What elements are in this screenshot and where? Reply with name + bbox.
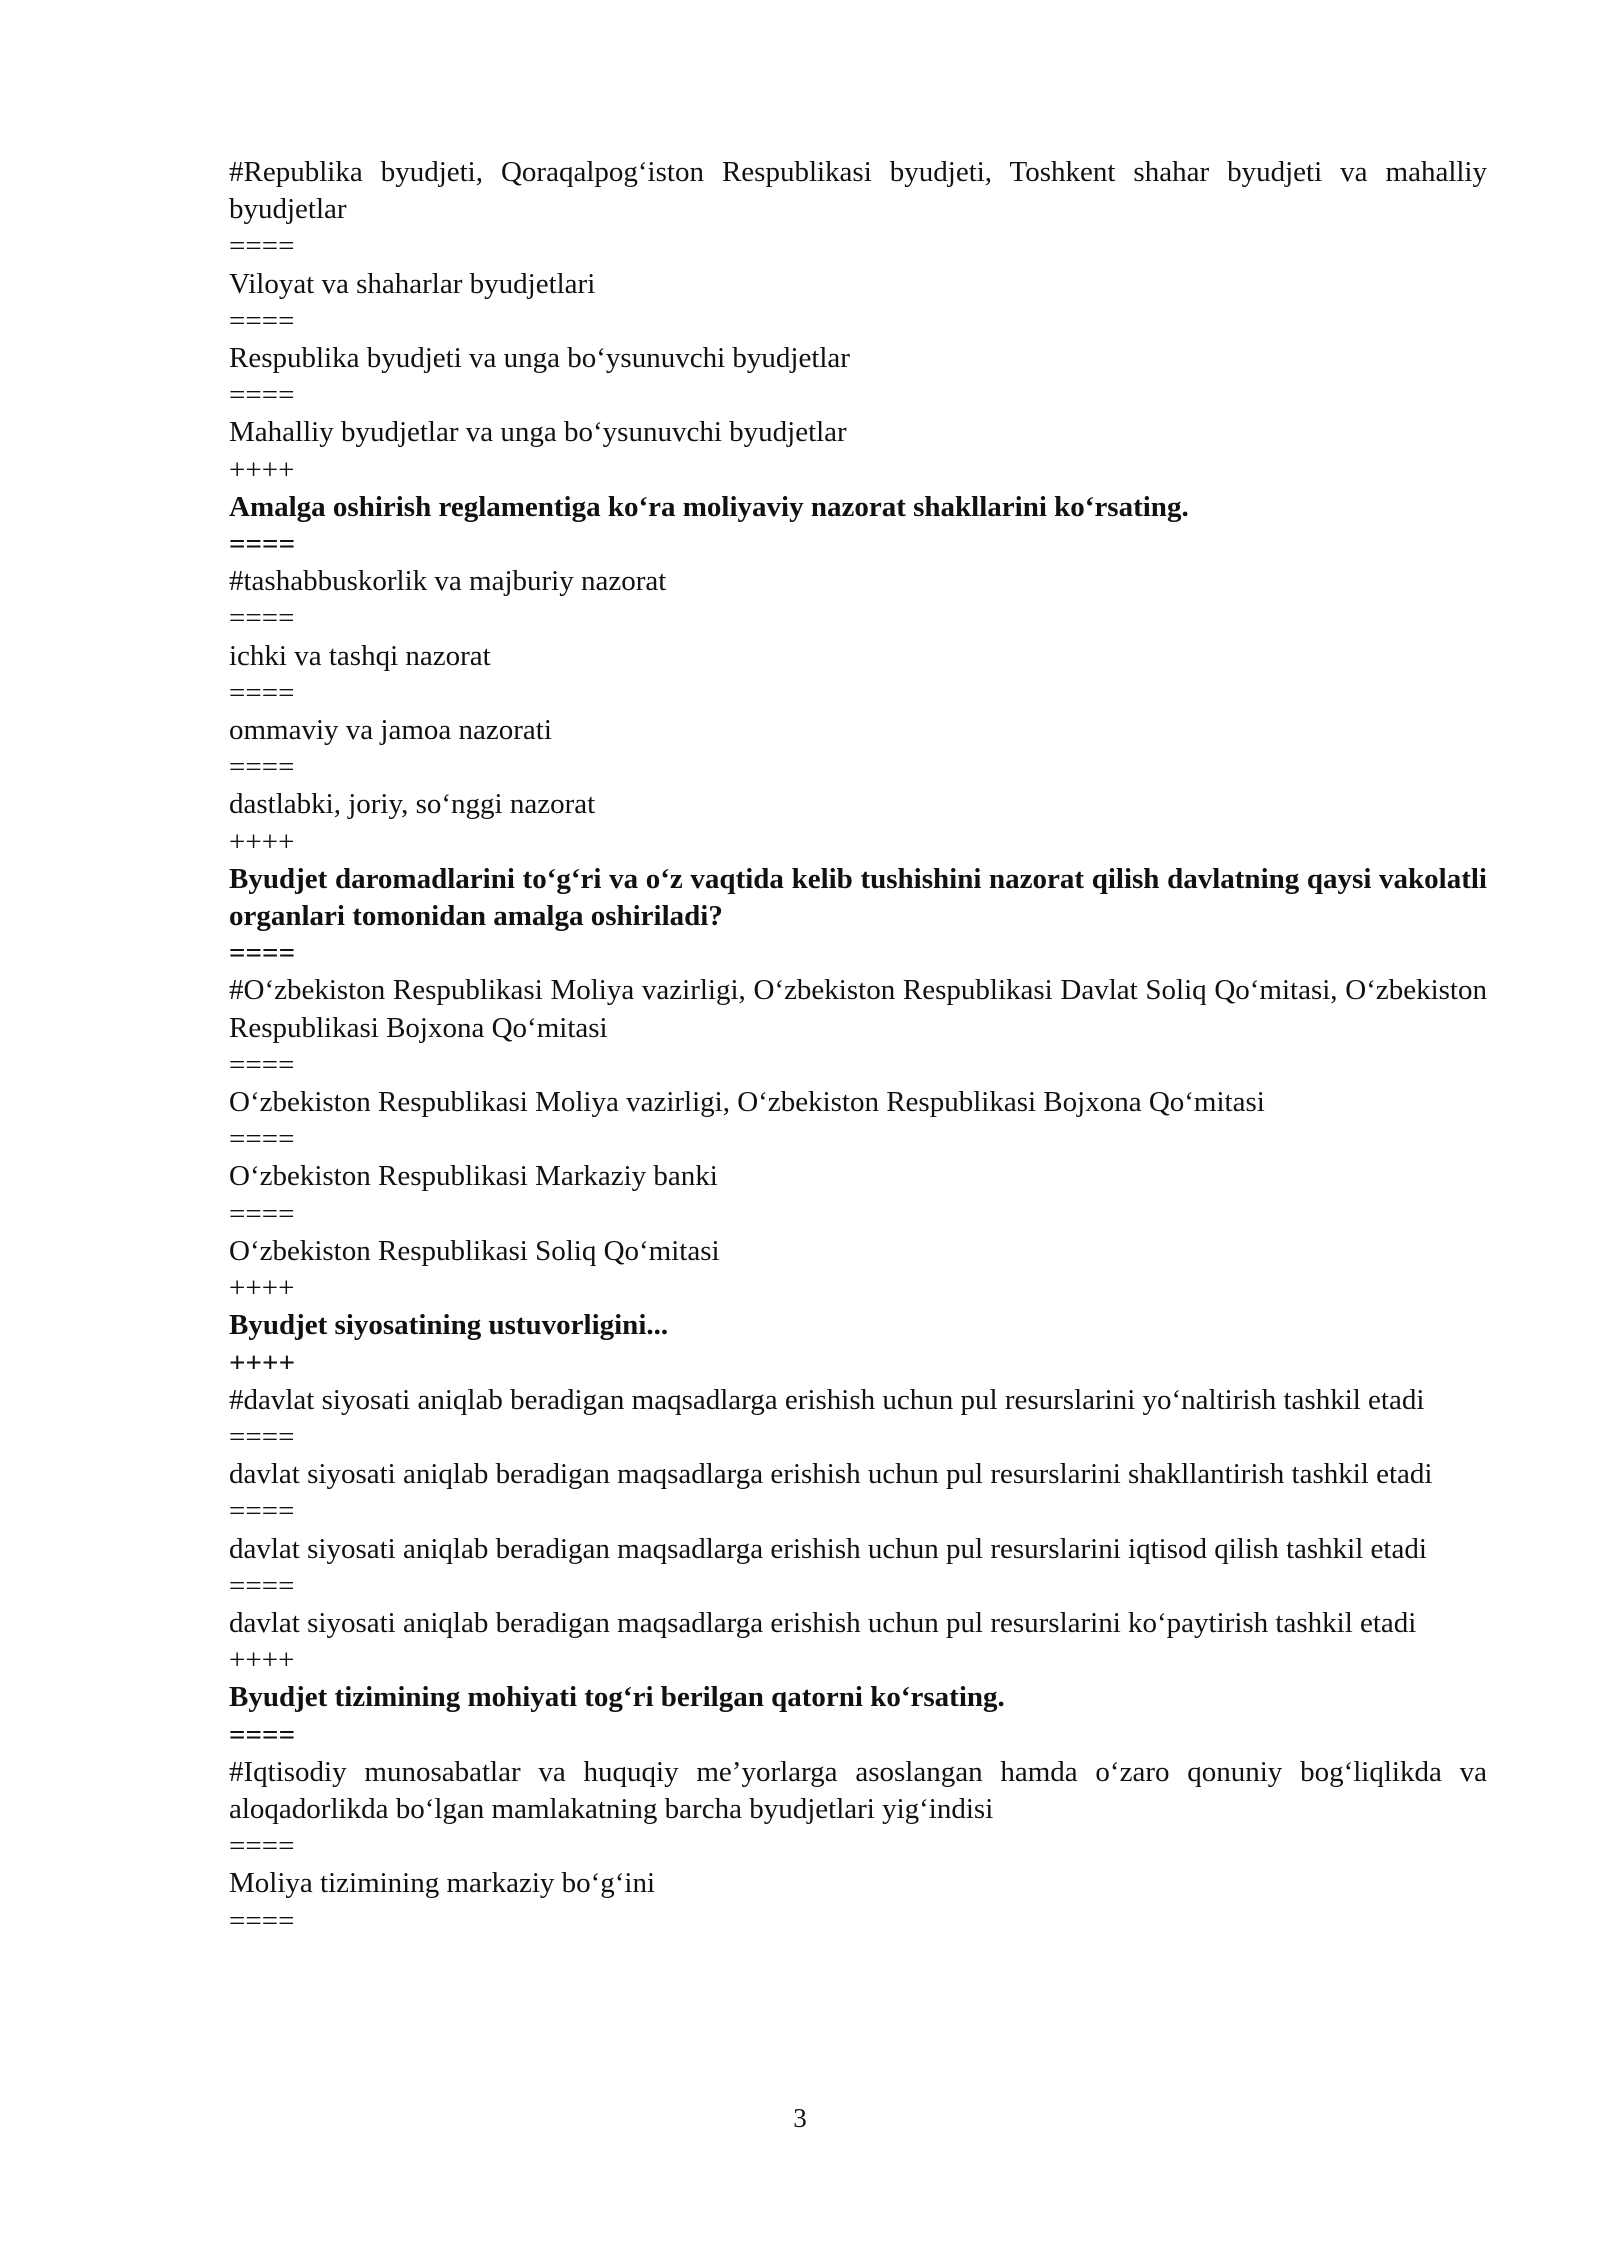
answer-correct: #tashabbuskorlik va majburiy nazorat — [229, 565, 667, 598]
answer-option: Moliya tizimining markaziy bo‘g‘ini — [229, 1867, 656, 1900]
answer-option: Mahalliy byudjetlar va unga bo‘ysunuvchi byudjetlar — [229, 416, 847, 449]
separator: ==== — [229, 1569, 295, 1602]
answer-correct: #Iqtisodiy munosabatlar va huquqiy me’yorlarga asoslangan hamda o‘zaro qonuniy bog‘liqlikda va aloqadorlikda bo‘lgan mamlakatning barcha byudjetlari yig‘indisi — [229, 1755, 1487, 1825]
separator: ==== — [229, 1420, 295, 1453]
question-separator: ++++ — [229, 1644, 295, 1677]
answer-option: O‘zbekiston Respublikasi Soliq Qo‘mitasi — [229, 1234, 720, 1267]
answer-option: ommaviy va jamoa nazorati — [229, 714, 552, 747]
answer-option: davlat siyosati aniqlab beradigan maqsadlarga erishish uchun pul resurslarini ko‘paytirish tashkil etadi — [229, 1606, 1417, 1639]
separator: ==== — [229, 751, 295, 784]
answer-correct: #O‘zbekiston Respublikasi Moliya vazirligi, O‘zbekiston Respublikasi Davlat Soliq Qo‘mitasi, O‘zbekiston Respublikasi Bojxona Qo‘mitasi — [229, 974, 1487, 1044]
answer-option: O‘zbekiston Respublikasi Moliya vazirligi, O‘zbekiston Respublikasi Bojxona Qo‘mitasi — [229, 1086, 1265, 1119]
question-text: Byudjet daromadlarini to‘g‘ri va o‘z vaqtida kelib tushishini nazorat qilish davlatning qaysi vakolatli organlari tomonidan amalga oshiriladi? — [229, 862, 1487, 933]
separator: ==== — [229, 1495, 295, 1528]
answer-option: O‘zbekiston Respublikasi Markaziy banki — [229, 1160, 718, 1193]
question-text: Amalga oshirish reglamentiga ko‘ra moliyaviy nazorat shakllarini ko‘rsating. — [229, 490, 1189, 523]
separator: ==== — [229, 1048, 295, 1081]
answer-correct: #Republika byudjeti, Qoraqalpog‘iston Respublikasi byudjeti, Toshkent shahar byudjeti va mahalliy byudjetlar — [229, 156, 1487, 226]
page-number: 3 — [793, 2103, 807, 2133]
question-text: Byudjet siyosatining ustuvorligini... — [229, 1309, 669, 1342]
separator: ==== — [229, 1830, 295, 1863]
answer-option: davlat siyosati aniqlab beradigan maqsadlarga erishish uchun pul resurslarini iqtisod qilish tashkil etadi — [229, 1532, 1427, 1565]
question-separator: ++++ — [229, 453, 295, 486]
separator: ==== — [229, 528, 296, 561]
question-separator: ++++ — [229, 825, 295, 858]
question-separator: ++++ — [229, 1346, 296, 1379]
answer-correct: #davlat siyosati aniqlab beradigan maqsadlarga erishish uchun pul resurslarini yo‘naltirish tashkil etadi — [229, 1383, 1425, 1416]
question-text: Byudjet tizimining mohiyati tog‘ri berilgan qatorni ko‘rsating. — [229, 1681, 1005, 1714]
separator: ==== — [229, 1197, 295, 1230]
separator: ==== — [229, 230, 295, 263]
separator: ==== — [229, 1904, 295, 1937]
separator: ==== — [229, 1718, 296, 1751]
answer-option: davlat siyosati aniqlab beradigan maqsadlarga erishish uchun pul resurslarini shakllantirish tashkil etadi — [229, 1458, 1433, 1491]
question-separator: ++++ — [229, 1272, 295, 1305]
document-page — [229, 154, 1487, 1940]
answer-option: Respublika byudjeti va unga bo‘ysunuvchi byudjetlar — [229, 342, 850, 375]
answer-option: ichki va tashqi nazorat — [229, 639, 491, 672]
answer-option: Viloyat va shaharlar byudjetlari — [229, 267, 596, 300]
separator: ==== — [229, 304, 295, 337]
separator: ==== — [229, 602, 295, 635]
separator: ==== — [229, 676, 295, 709]
separator: ==== — [229, 379, 295, 412]
separator: ==== — [229, 1123, 295, 1156]
separator: ==== — [229, 937, 296, 970]
answer-option: dastlabki, joriy, so‘nggi nazorat — [229, 788, 596, 821]
